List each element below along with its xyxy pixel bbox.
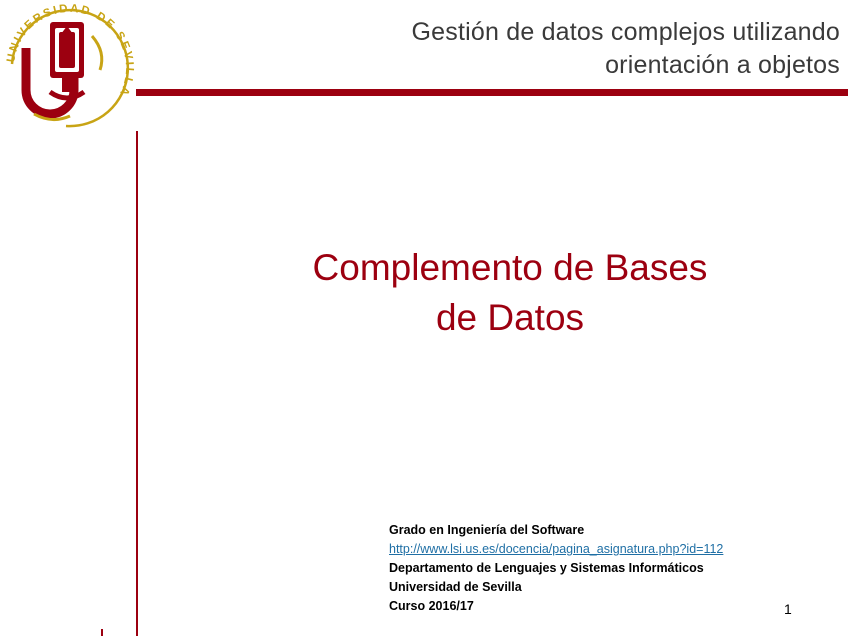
footer-info (389, 521, 819, 616)
course-page-link[interactable]: http://www.lsi.us.es/docencia/pagina_asignatura.php?id=112 (389, 542, 724, 556)
page-title-line-1: Complemento de Bases (312, 247, 708, 288)
vertical-accent-rule (136, 131, 138, 636)
header-divider-rule (136, 89, 848, 96)
footer-department: Departamento de Lenguajes y Sistemas Informáticos (389, 561, 704, 575)
header-title-line-2: orientación a objetos (605, 51, 840, 80)
page-number: 1 (784, 601, 792, 617)
universidad-de-sevilla-logo (4, 2, 136, 134)
footer-course: Curso 2016/17 (389, 599, 474, 613)
svg-text:UNIVERSIDAD DE SEVILLA: UNIVERSIDAD DE SEVILLA (5, 2, 136, 99)
header-title-line-1: Gestión de datos complejos utilizando (411, 18, 840, 46)
footer-university: Universidad de Sevilla (389, 580, 522, 594)
footer-degree: Grado en Ingeniería del Software (389, 523, 585, 537)
page-title-line-2: de Datos (435, 296, 585, 338)
vertical-accent-rule-footer (101, 629, 103, 636)
page-title (200, 243, 820, 343)
header-title (250, 16, 840, 83)
